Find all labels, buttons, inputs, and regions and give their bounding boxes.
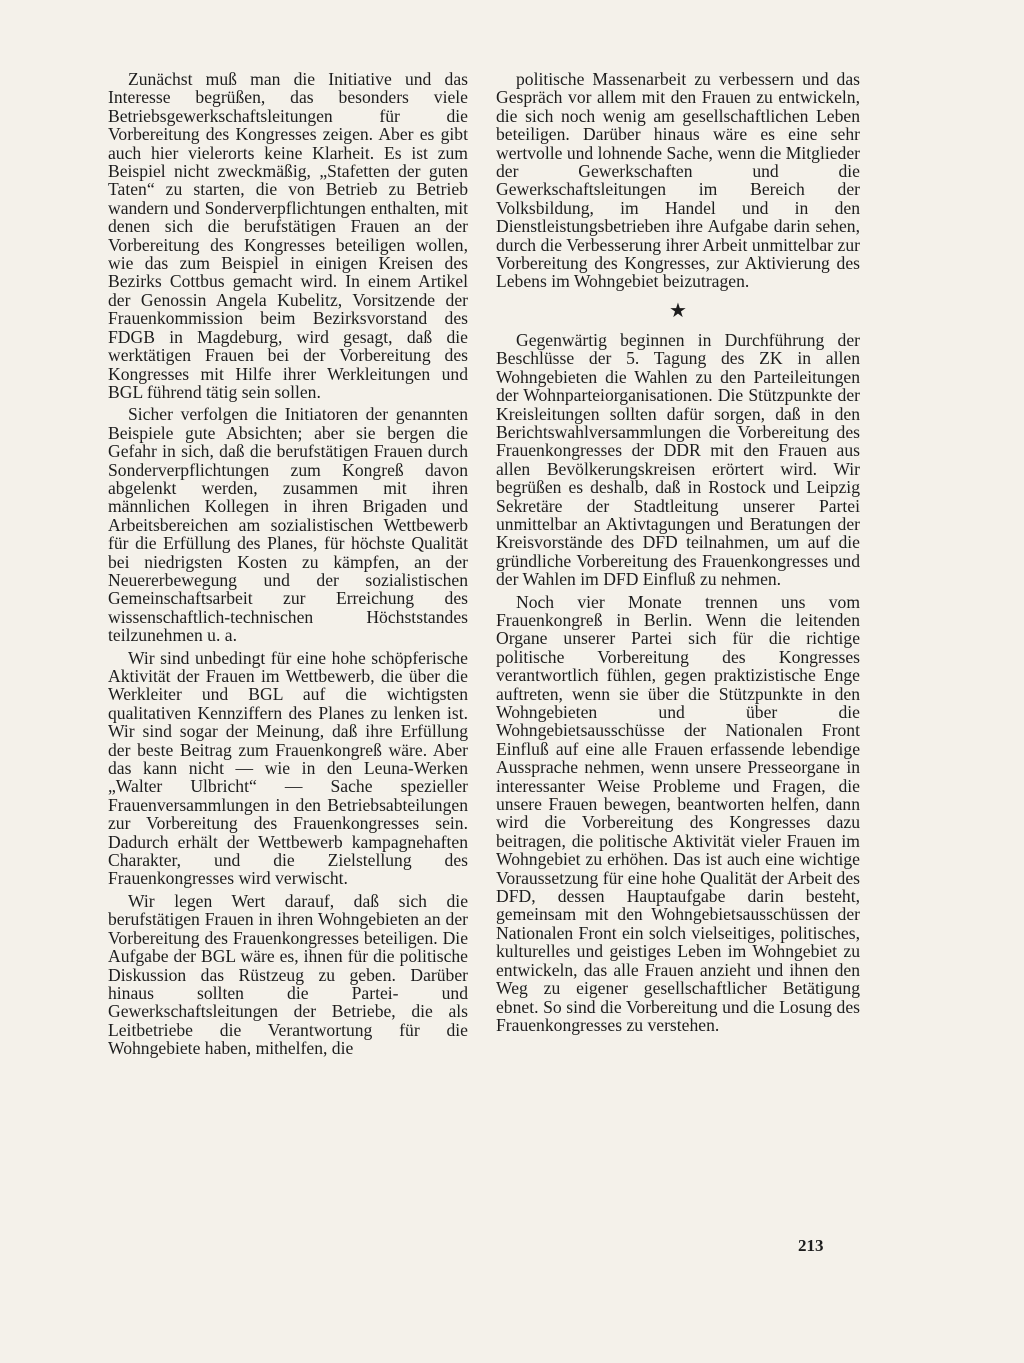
paragraph: politische Massenarbeit zu verbessern und das Gespräch vor allem mit den Frauen zu entwickeln, die sich noch wenig am gesellschaftlichen Leben beteiligen. Darüber hinaus wäre es eine sehr wertvolle und lohnende Sache, wenn die Mitglieder der Gewerkschaften und die Gewerkschaftsleitungen im Bereich der Volksbildung, im Handel und in den Dienstleistungsbetrieben ihre Aufgabe darin sehen, durch die Verbesserung ihrer Arbeit unmittelbar zur Vorbereitung des Kongresses, zur Aktivierung des Lebens im Wohngebiet beizutragen. xyxy=(496,69,860,292)
paragraph: Wir legen Wert darauf, daß sich die berufstätigen Frauen in ihren Wohngebieten an der Vorbereitung des Frauenkongresses beteiligen. Die Aufgabe der BGL wäre es, ihnen für die politische Diskussion das Rüstzeug zu geben. Darüber hinaus sollten die Partei- und Gewerkschaftsleitungen der Betriebe, die als Leitbetriebe die Verantwortung für die Wohngebiete haben, mithelfen, die xyxy=(108,890,468,1059)
left-column xyxy=(108,70,468,1062)
section-separator-star: ★ xyxy=(669,299,687,322)
paragraph: Sicher verfolgen die Initiatoren der genannten Beispiele gute Absichten; aber sie bergen die Gefahr in sich, daß die berufstätigen Frauen durch Sonderverpflichtungen zum Kongreß davon abgelenkt werden, zusammen mit ihren männlichen Kollegen in ihren Brigaden und Arbeitsbereichen am sozialistischen Wettbewerb für die Erfüllung des Planes, für höchste Qualität bei niedrigsten Kosten zu kämpfen, an der Neuererbewegung und der sozialistischen Gemeinschaftsarbeit zur Erreichung des wissenschaftlich-technischen Höchststandes teilzunehmen u. a. xyxy=(108,404,468,646)
paragraph: Noch vier Monate trennen uns vom Frauenkongreß in Berlin. Wenn die leitenden Organe unserer Partei sich für die richtige politische Vorbereitung des Kongresses verantwortlich fühlen, gegen praktizistische Enge auftreten, wenn sie über die Stützpunkte in den Wohngebieten und über die Wohngebietsausschüsse der Nationalen Front Einfluß auf eine alle Frauen erfassende lebendige Aussprache nehmen, wenn unsere Presseorgane in interessanter Weise Probleme und Fragen, die unsere Frauen bewegen, beantworten helfen, dann wird die Vorbereitung des Kongresses dazu beitragen, die politische Aktivität vieler Frauen im Wohngebiet zu erhöhen. Das ist auch eine wichtige Voraussetzung für eine hohe Qualität der Arbeit des DFD, dessen Hauptaufgabe darin besteht, gemeinsam mit den Wohngebietsausschüssen der Nationalen Front ein solch vielseitiges, politisches, kulturelles und geistiges Leben im Wohngebiet zu entwickeln, das alle Frauen anzieht und ihnen den Weg zu eigener gesellschaftlicher Betätigung ebnet. So sind die Vorbereitung und die Losung des Frauenkongresses zu verstehen. xyxy=(496,591,860,1035)
page-number: 213 xyxy=(798,1236,824,1255)
right-column xyxy=(496,70,860,1038)
paragraph: Zunächst muß man die Initiative und das Interesse begrüßen, das besonders viele Betriebsgewerkschaftsleitungen für die Vorbereitung des Kongresses zeigen. Aber es gibt auch hier vielerorts keine Klarheit. Es ist zum Beispiel nicht zweckmäßig, „Stafetten der guten Taten“ zu starten, die von Betrieb zu Betrieb wandern und Sonderverpflichtungen enthalten, mit denen sich die berufstätigen Frauen an der Vorbereitung des Kongresses beteiligen wollen, wie das zum Beispiel in einigen Kreisen des Bezirks Cottbus gemacht wird. In einem Artikel der Genossin Angela Kubelitz, Vorsitzende der Frauenkommission beim Bezirksvorstand des FDGB in Magdeburg, wird gesagt, daß die werktätigen Frauen bei der Vorbereitung des Kongresses mit Hilfe ihrer Werkleitungen und BGL führend tätig sein sollen. xyxy=(108,69,468,402)
paragraph: Wir sind unbedingt für eine hohe schöpferische Aktivität der Frauen im Wettbewerb, die über die Werkleiter und BGL auf die wichtigsten qualitativen Kennziffern des Planes zu lenken ist. Wir sind sogar der Meinung, daß ihre Erfüllung der beste Beitrag zum Frauenkongreß wäre. Aber das kann nicht — wie in den Leuna-Werken „Walter Ulbricht“ — Sache spezieller Frauenversammlungen in den Betriebsabteilungen zur Vorbereitung des Frauenkongresses sein. Dadurch erhält der Wettbewerb kampagnehaften Charakter, und die Zielstellung des Frauenkongresses wird verwischt. xyxy=(108,647,468,889)
paragraph: Gegenwärtig beginnen in Durchführung der Beschlüsse der 5. Tagung des ZK in allen Wohngebieten die Wahlen zu den Parteileitungen der Wohnparteiorganisationen. Die Stützpunkte der Kreisleitungen sollten dafür sorgen, daß in den Berichtswahlversammlungen die Vorbereitung des Frauenkongresses der DDR mit den Frauen aus allen Bevölkerungskreisen erörtert wird. Wir begrüßen es deshalb, daß in Rostock und Leipzig Sekretäre der Stadtleitung unserer Partei unmittelbar an Aktivtagungen und Beratungen der Kreisvorstände des DFD teilnahmen, um auf die gründliche Vorbereitung des Frauenkongresses und der Wahlen im DFD Einfluß zu nehmen. xyxy=(496,329,860,590)
